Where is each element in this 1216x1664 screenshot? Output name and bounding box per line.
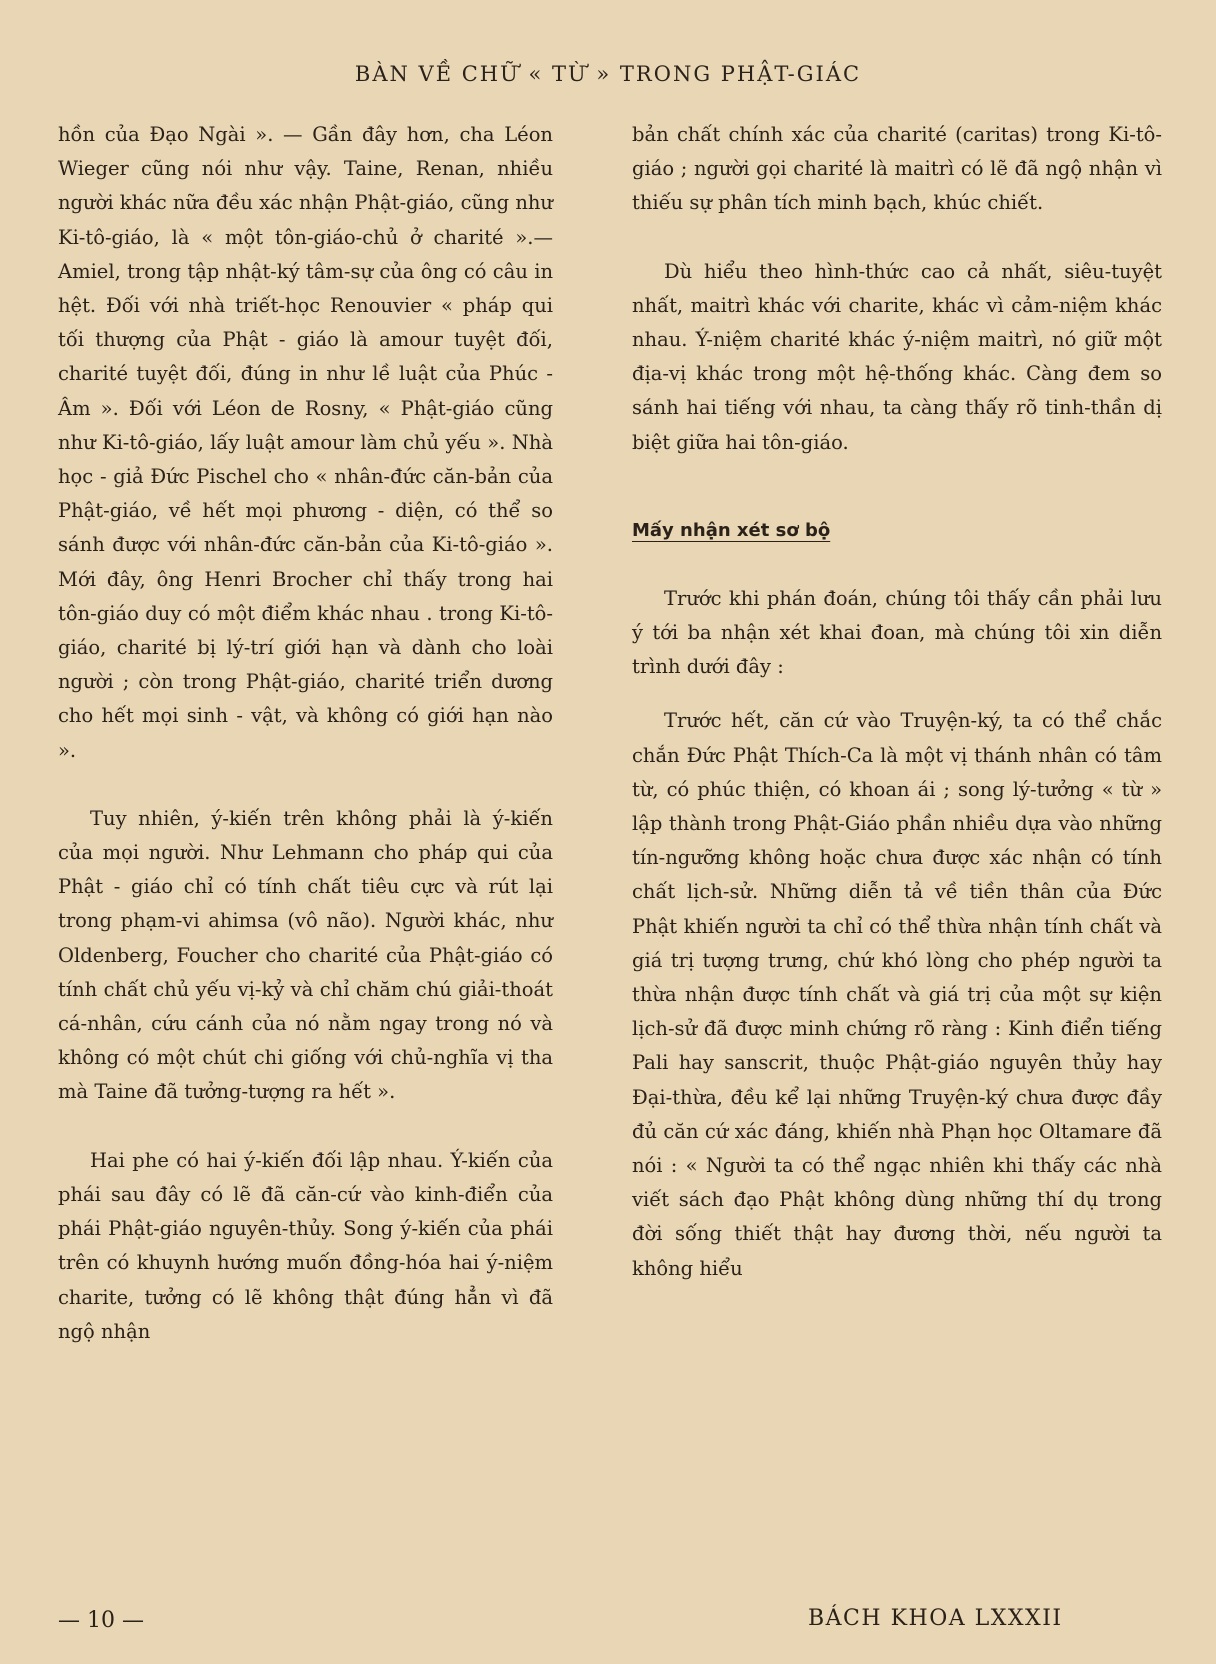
section-heading: Mấy nhận xét sơ bộ bbox=[632, 519, 831, 541]
paragraph: Trước khi phán đoán, chúng tôi thấy cần phải lưu ý tới ba nhận xét khai đoan, mà chúng tôi xin diễn trình dưới đây : bbox=[632, 586, 1162, 679]
paragraph: Dù hiểu theo hình-thức cao cả nhất, siêu-tuyệt nhất, maitrì khác với charite, khác vì cảm-niệm khác nhau. Ý-niệm charité khác ý-niệm maitrì, nó giữ một địa-vị khác trong một hệ-thống khác. Càng đem so sánh hai tiếng với nhau, ta càng thấy rõ tinh-thần dị biệt giữa hai tôn-giáo. bbox=[632, 259, 1162, 454]
page-number: — 10 — bbox=[58, 1608, 144, 1633]
running-title: BÀN VỀ CHỮ « TỪ » TRONG PHẬT-GIÁC bbox=[354, 62, 862, 86]
publication-name: BÁCH KHOA LXXXII bbox=[808, 1606, 1063, 1631]
paragraph: Tuy nhiên, ý-kiến trên không phải là ý-kiến của mọi người. Như Lehmann cho pháp qui của Phật - giáo chỉ có tính chất tiêu cực và rút lại trong phạm-vi ahimsa (vô não). Người khác, như Oldenberg, Foucher cho charité của Phật-giáo có tính chất chủ yếu vị-kỷ và chỉ chăm chú giải-thoát cá-nhân, cứu cánh của nó nằm ngay trong nó và không có một chút chi giống với chủ-nghĩa vị tha mà Taine đã tưởng-tượng ra hết ». bbox=[58, 806, 553, 1104]
paragraph: Trước hết, căn cứ vào Truyện-ký, ta có thể chắc chắn Đức Phật Thích-Ca là một vị thánh nhân có tâm từ, có phúc thiện, có khoan ái ; song lý-tưởng « từ » lập thành trong Phật-Giáo phần nhiều dựa vào những tín-ngưỡng không hoặc chưa được xác nhận có tính chất lịch-sử. Những diễn tả về tiền thân của Đức Phật khiến người ta chỉ có thể thừa nhận tính chất và giá trị tượng trưng, chứ khó lòng cho phép người ta thừa nhận được tính chất và giá trị của một sự kiện lịch-sử đã được minh chứng rõ ràng : Kinh điển tiếng Pali hay sanscrit, thuộc Phật-giáo nguyên thủy hay Đại-thừa, đều kể lại những Truyện-ký chưa được đầy đủ căn cứ xác đáng, khiến nhà Phạn học Oltamare đã nói : « Người ta có thể ngạc nhiên khi thấy các nhà viết sách đạo Phật không dùng những thí dụ trong đời sống thiết thật hay đương thời, nếu người ta không hiểu bbox=[632, 709, 1162, 1280]
left-column bbox=[58, 118, 553, 1349]
paragraph: bản chất chính xác của charité (caritas) trong Ki-tô-giáo ; người gọi charité là maitrì có lẽ đã ngộ nhận vì thiếu sự phân tích minh bạch, khúc chiết. bbox=[632, 123, 1162, 215]
right-column bbox=[632, 118, 1162, 1286]
paragraph: hồn của Đạo Ngài ». — Gần đây hơn, cha Léon Wieger cũng nói như vậy. Taine, Renan, nhiều người khác nữa đều xác nhận Phật-giáo, cũng như Ki-tô-giáo, là « một tôn-giáo-chủ ở charité ».— Amiel, trong tập nhật-ký tâm-sự của ông có câu in hệt. Đối với nhà triết-học Renouvier « pháp qui tối thượng của Phật - giáo là amour tuyệt đối, charité tuyệt đối, đúng in như lề luật của Phúc - Âm ». Đối với Léon de Rosny, « Phật-giáo cũng như Ki-tô-giáo, lấy luật amour làm chủ yếu ». Nhà học - giả Đức Pischel cho « nhân-đức căn-bản của Phật-giáo, về hết mọi phương - diện, có thể so sánh được với nhân-đức căn-bản của Ki-tô-giáo ». Mới đây, ông Henri Brocher chỉ thấy trong hai tôn-giáo duy có một điểm khác nhau . trong Ki-tô-giáo, charité bị lý-trí giới hạn và dành cho loài người ; còn trong Phật-giáo, charité triển dương cho hết mọi sinh - vật, và không có giới hạn nào ». bbox=[58, 123, 553, 762]
paragraph: Hai phe có hai ý-kiến đối lập nhau. Ý-kiến của phái sau đây có lẽ đã căn-cứ vào kinh-điển của phái Phật-giáo nguyên-thủy. Song ý-kiến của phái trên có khuynh hướng muốn đồng-hóa hai ý-niệm charite, tưởng có lẽ không thật đúng hẳn vì đã ngộ nhận bbox=[58, 1148, 553, 1343]
